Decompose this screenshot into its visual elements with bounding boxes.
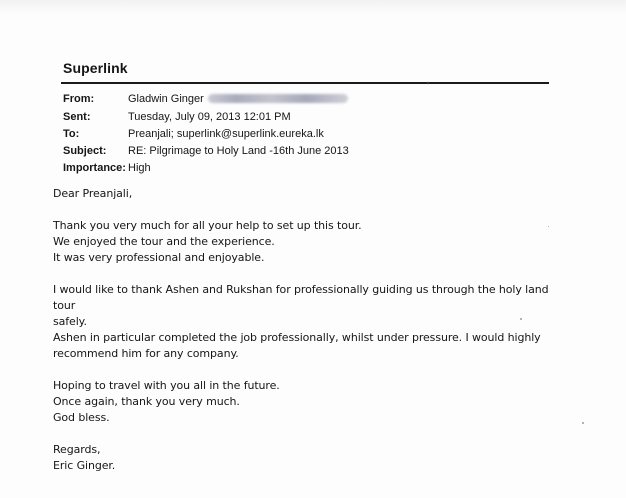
subject-label: Subject: bbox=[63, 145, 107, 157]
to-label: To: bbox=[63, 128, 80, 140]
organization-name: Superlink bbox=[63, 60, 128, 76]
body-paragraph-3: Hoping to travel with you all in the future. Once again, thank you very much. God bless. bbox=[53, 379, 280, 424]
scan-speck bbox=[582, 422, 584, 424]
body-paragraph-1: Thank you very much for all your help to set up this tour. We enjoyed the tour and the experience. It was very professional and enjoyable. bbox=[53, 219, 362, 264]
sender-name: Gladwin Ginger bbox=[128, 93, 204, 105]
sent-value: Tuesday, July 09, 2013 12:01 PM bbox=[128, 111, 291, 123]
from-label: From: bbox=[63, 93, 95, 105]
closing-signature: Regards, Eric Ginger. bbox=[53, 443, 116, 472]
to-value: Preanjali; superlink@superlink.eureka.lk bbox=[128, 128, 324, 140]
subject-value: RE: Pilgrimage to Holy Land -16th June 2013 bbox=[128, 145, 349, 157]
importance-value: High bbox=[128, 162, 151, 174]
header-divider bbox=[61, 82, 549, 84]
scan-edge-shadow bbox=[0, 0, 626, 14]
sent-label: Sent: bbox=[63, 111, 91, 123]
importance-label: Importance: bbox=[63, 162, 126, 174]
body-paragraph-2: I would like to thank Ashen and Rukshan for professionally guiding us through the holy land tour safely. Ashen in particular completed the job professionally, whilst under pressure. I would highly recommend him for any company. bbox=[53, 283, 549, 360]
divider-mark: ⁺ bbox=[426, 80, 431, 89]
from-value bbox=[128, 91, 348, 107]
email-body bbox=[53, 186, 573, 474]
scan-speck bbox=[520, 318, 522, 320]
redacted-email bbox=[208, 94, 348, 103]
scan-speck bbox=[548, 226, 549, 227]
greeting: Dear Preanjali, bbox=[53, 187, 133, 200]
